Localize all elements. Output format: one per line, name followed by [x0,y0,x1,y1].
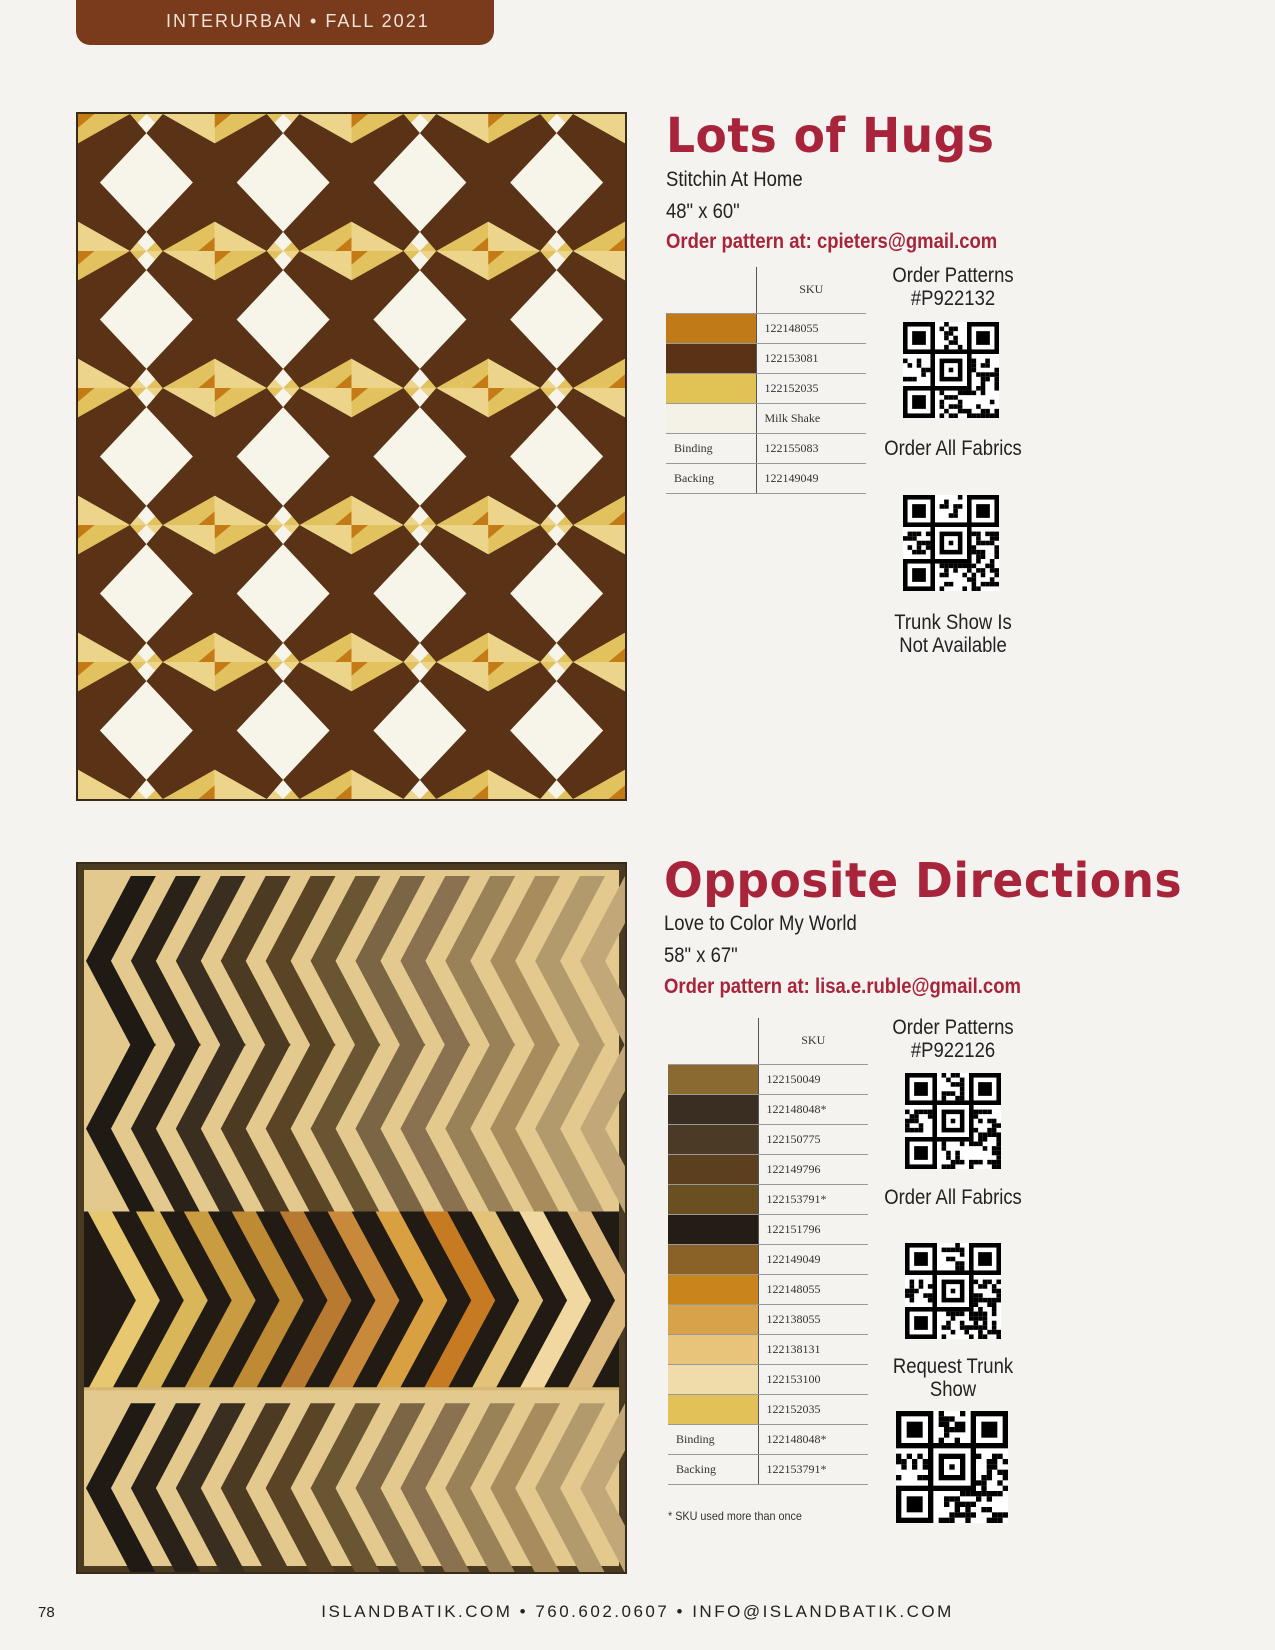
sku-table [668,1018,868,1485]
table-row [668,1184,868,1214]
row-label: Backing [666,463,756,493]
table-row [668,1364,868,1394]
fabric-swatch [668,1154,758,1184]
fabric-swatch [668,1094,758,1124]
designer-name: Love to Color My World [664,912,857,935]
qr-label-order-patterns: Order Patterns #P922126 [892,1016,1014,1062]
table-row [666,373,866,403]
order-link[interactable]: Order pattern at: lisa.e.ruble@gmail.com [664,975,1021,998]
fabric-swatch [666,403,756,433]
fabric-swatch [668,1214,758,1244]
quilt-size: 58" x 67" [664,944,738,967]
sku-value: 122153791* [758,1184,868,1214]
table-row [668,1454,868,1484]
qr-code-icon[interactable] [896,1411,1008,1523]
table-row [668,1424,868,1454]
fabric-swatch [668,1304,758,1334]
issue-label: INTERURBAN • FALL 2021 [166,11,430,31]
table-row [668,1394,868,1424]
qr-label-order-fabrics: Order All Fabrics [884,437,1022,460]
fabric-swatch [668,1064,758,1094]
table-row [666,403,866,433]
pattern-title: Opposite Directions [664,853,1183,909]
sku-header: SKU [758,1018,868,1064]
qr-code-icon[interactable] [903,495,999,591]
table-row [668,1304,868,1334]
sku-value: 122155083 [756,433,866,463]
table-row [668,1124,868,1154]
quilt-size: 48" x 60" [666,200,740,223]
sku-value: 122153081 [756,343,866,373]
sku-value: 122148048* [758,1424,868,1454]
table-row [666,433,866,463]
sku-value: 122148048* [758,1094,868,1124]
row-label: Binding [666,433,756,463]
quilt-image-lots-of-hugs [76,112,627,801]
fabric-swatch [668,1184,758,1214]
table-row [668,1334,868,1364]
sku-value: 122149796 [758,1154,868,1184]
sku-value: 122152035 [756,373,866,403]
qr-code-icon[interactable] [905,1243,1001,1339]
sku-footnote: * SKU used more than once [668,1509,802,1523]
order-link[interactable]: Order pattern at: cpieters@gmail.com [666,230,998,253]
fabric-swatch [668,1274,758,1304]
quilt-image-opposite-directions [76,862,627,1574]
sku-value: 122149049 [756,463,866,493]
table-row [666,343,866,373]
sku-value: 122152035 [758,1394,868,1424]
fabric-swatch [668,1334,758,1364]
sku-value: 122138131 [758,1334,868,1364]
sku-table [666,267,866,494]
table-row [668,1214,868,1244]
fabric-swatch [668,1394,758,1424]
sku-value: 122153100 [758,1364,868,1394]
sku-value: Milk Shake [756,403,866,433]
table-row [668,1154,868,1184]
qr-code-icon[interactable] [905,1073,1001,1169]
fabric-swatch [666,343,756,373]
table-row [668,1064,868,1094]
sku-value: 122148055 [756,313,866,343]
sku-value: 122151796 [758,1214,868,1244]
row-label: Binding [668,1424,758,1454]
qr-label-order-patterns: Order Patterns #P922132 [892,264,1014,310]
header-blank [668,1018,758,1064]
page-number: 78 [38,1604,55,1621]
fabric-swatch [666,373,756,403]
qr-label-request-trunk-show: Request Trunk Show [892,1355,1014,1401]
sku-value: 122149049 [758,1244,868,1274]
sku-value: 122150775 [758,1124,868,1154]
sku-value: 122153791* [758,1454,868,1484]
sku-value: 122138055 [758,1304,868,1334]
table-row [666,463,866,493]
header-blank [666,267,756,313]
footer-contact: ISLANDBATIK.COM • 760.602.0607 • INFO@ISLANDBATIK.COM [321,1602,954,1621]
table-row [666,313,866,343]
pattern-title: Lots of Hugs [666,108,995,164]
row-label: Backing [668,1454,758,1484]
designer-name: Stitchin At Home [666,168,803,191]
fabric-swatch [668,1244,758,1274]
table-row [668,1274,868,1304]
fabric-swatch [668,1364,758,1394]
sku-header: SKU [756,267,866,313]
qr-code-icon[interactable] [903,322,999,418]
sku-value: 122148055 [758,1274,868,1304]
table-row [668,1094,868,1124]
qr-label-order-fabrics: Order All Fabrics [884,1186,1022,1209]
fabric-swatch [668,1124,758,1154]
table-row [668,1244,868,1274]
fabric-swatch [666,313,756,343]
sku-value: 122150049 [758,1064,868,1094]
issue-tab [76,0,494,45]
qr-label-trunk-show: Trunk Show Is Not Available [894,611,1012,657]
